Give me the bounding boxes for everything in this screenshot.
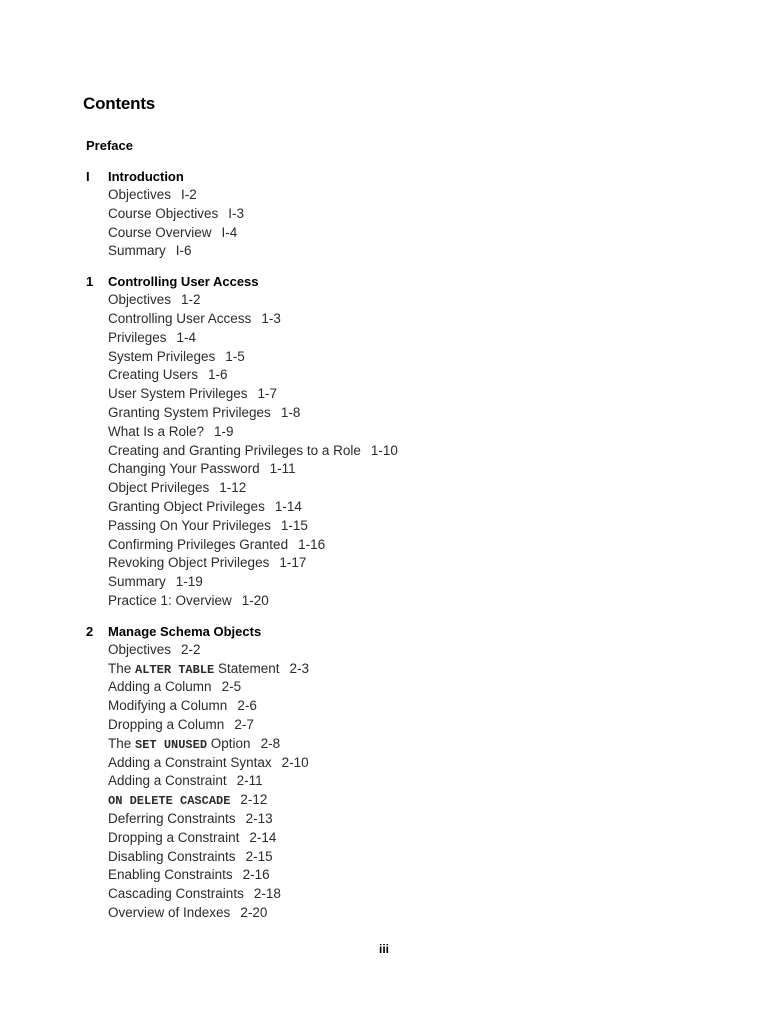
entry-text: User System Privileges: [108, 386, 248, 402]
chapter-heading: [86, 622, 686, 641]
toc-entry: [86, 442, 686, 461]
entry-page-number: I-3: [228, 205, 245, 221]
entry-page-number: 1-14: [274, 498, 302, 514]
entry-page-number: 1-4: [176, 329, 197, 345]
entry-text: Enabling Constraints: [108, 867, 233, 883]
entry-page-number: 2-2: [181, 641, 201, 657]
toc-chapter: [86, 272, 686, 611]
entry-page-number: 2-18: [253, 886, 281, 902]
toc-entry: [86, 291, 686, 310]
toc-entry: [86, 791, 686, 810]
entry-page-number: I-4: [221, 224, 238, 240]
preface-heading: Preface: [86, 138, 133, 153]
entry-text: Summary: [108, 574, 166, 590]
toc-entry: [86, 536, 686, 555]
entry-text: Course Objectives: [108, 205, 219, 221]
entry-code-text: SET UNUSED: [135, 737, 208, 752]
entry-text: Creating and Granting Privileges to a Role: [108, 442, 361, 458]
chapter-title: Introduction: [108, 169, 184, 184]
entry-page-number: 1-16: [298, 536, 326, 552]
toc-entry: [86, 573, 686, 592]
entry-page-number: 2-8: [260, 735, 281, 751]
page-title: Contents: [83, 94, 156, 113]
entry-text: Cascading Constraints: [108, 886, 244, 902]
entry-page-number: 2-20: [240, 904, 268, 920]
entry-text: Passing On Your Privileges: [108, 517, 271, 533]
toc-entry: [86, 810, 686, 829]
toc-entry: [86, 479, 686, 498]
toc-entry: [86, 866, 686, 885]
entry-page-number: 1-3: [261, 310, 281, 326]
entry-page-number: I-6: [175, 243, 192, 259]
toc-entry: [86, 517, 686, 536]
entry-text: Deferring Constraints: [108, 810, 236, 826]
entry-page-number: 2-5: [221, 679, 242, 695]
toc-entry: [86, 735, 686, 754]
toc-entry: [86, 592, 686, 611]
toc-entry: [86, 460, 686, 479]
entry-text: What Is a Role?: [108, 423, 205, 439]
entry-text: Modifying a Column: [108, 698, 228, 714]
toc-entry: [86, 366, 686, 385]
toc-entry: [86, 904, 686, 923]
entry-text: Dropping a Constraint: [108, 829, 240, 845]
toc-entry: [86, 310, 686, 329]
entry-text: Summary: [108, 243, 166, 259]
entry-page-number: 1-9: [214, 423, 234, 439]
toc-entry: [86, 641, 686, 660]
entry-page-number: 2-16: [242, 867, 270, 883]
toc-entry: [86, 716, 686, 735]
toc-entry: [86, 348, 686, 367]
entry-text: Changing Your Password: [108, 461, 260, 477]
toc-entry: [86, 772, 686, 791]
entry-page-number: 1-5: [225, 348, 245, 364]
toc-entry: [86, 224, 686, 243]
entry-page-number: 2-3: [289, 660, 310, 676]
entry-page-number: 1-17: [279, 555, 307, 571]
chapter-heading: [86, 272, 686, 291]
toc-entry: [86, 205, 686, 224]
entry-text: Course Overview: [108, 224, 212, 240]
entry-text: Dropping a Column: [108, 716, 225, 732]
chapter-number: I: [86, 169, 90, 184]
toc-entry: [86, 697, 686, 716]
chapter-title: Controlling User Access: [108, 274, 259, 290]
entry-code-text: ALTER TABLE: [135, 662, 215, 677]
entry-text: Overview of Indexes: [108, 904, 231, 920]
toc-entry: [86, 404, 686, 423]
entry-page-number: 2-11: [236, 773, 263, 789]
entry-text: Controlling User Access: [108, 310, 252, 326]
entry-text: Adding a Constraint: [108, 773, 227, 789]
entry-page-number: 1-11: [269, 461, 296, 477]
toc-entry: [86, 186, 686, 205]
chapter-heading: [86, 167, 686, 186]
entry-page-number: 1-10: [370, 442, 398, 458]
chapter-number: 1: [86, 274, 94, 290]
entry-text: Granting Object Privileges: [108, 498, 265, 514]
toc-entry: [86, 678, 686, 697]
entry-page-number: 1-20: [241, 592, 269, 608]
entry-text: Granting System Privileges: [108, 404, 271, 420]
entry-page-number: 2-14: [249, 829, 277, 845]
entry-text: Creating Users: [108, 367, 199, 383]
entry-page-number: 2-15: [245, 848, 273, 864]
entry-page-number: 2-6: [237, 698, 257, 714]
toc-entry: [86, 385, 686, 404]
toc-entry: [86, 754, 686, 773]
entry-text: Objectives: [108, 641, 172, 657]
toc-entry: [86, 554, 686, 573]
page-number: iii: [378, 942, 389, 956]
toc-entry: [86, 423, 686, 442]
entry-text: The: [108, 660, 136, 676]
entry-page-number: 1-7: [257, 386, 278, 402]
entry-text: Adding a Constraint Syntax: [108, 754, 272, 770]
toc-entry: [86, 329, 686, 348]
entry-text: Practice 1: Overview: [108, 592, 232, 608]
entry-text: Privileges: [108, 329, 167, 345]
entry-text: The: [108, 735, 136, 751]
entry-page-number: 1-6: [208, 367, 228, 383]
entry-page-number: 2-12: [240, 792, 268, 808]
toc-entry: [86, 498, 686, 517]
entry-page-number: I-2: [181, 187, 197, 202]
entry-text: Objectives: [108, 187, 172, 202]
entry-page-number: 1-15: [280, 517, 308, 533]
toc-entry: [86, 660, 686, 679]
chapter-title: Manage Schema Objects: [108, 623, 262, 639]
toc-entry: [86, 885, 686, 904]
entry-page-number: 1-19: [175, 574, 203, 590]
entry-text: Disabling Constraints: [108, 848, 236, 864]
entry-page-number: 2-7: [234, 716, 254, 732]
entry-page-number: 1-12: [219, 480, 247, 496]
chapter-number: 2: [86, 623, 94, 639]
toc-entry: [86, 829, 686, 848]
entry-page-number: 1-8: [280, 404, 301, 420]
toc-chapter: [86, 167, 686, 261]
toc-entry: [86, 848, 686, 867]
entry-text: Option: [207, 735, 251, 751]
entry-page-number: 1-2: [181, 292, 201, 308]
entry-text: Confirming Privileges Granted: [108, 536, 289, 552]
entry-text: Adding a Column: [108, 679, 212, 695]
entry-text: Object Privileges: [108, 480, 210, 496]
table-of-contents: [86, 167, 686, 934]
entry-code-text: ON DELETE CASCADE: [108, 794, 231, 809]
entry-text: Revoking Object Privileges: [108, 555, 270, 571]
entry-text: Statement: [214, 660, 280, 676]
entry-page-number: 2-13: [245, 810, 273, 826]
toc-chapter: [86, 622, 686, 923]
entry-text: Objectives: [108, 292, 172, 308]
toc-entry: [86, 242, 686, 261]
entry-text: System Privileges: [108, 348, 216, 364]
entry-page-number: 2-10: [281, 754, 309, 770]
